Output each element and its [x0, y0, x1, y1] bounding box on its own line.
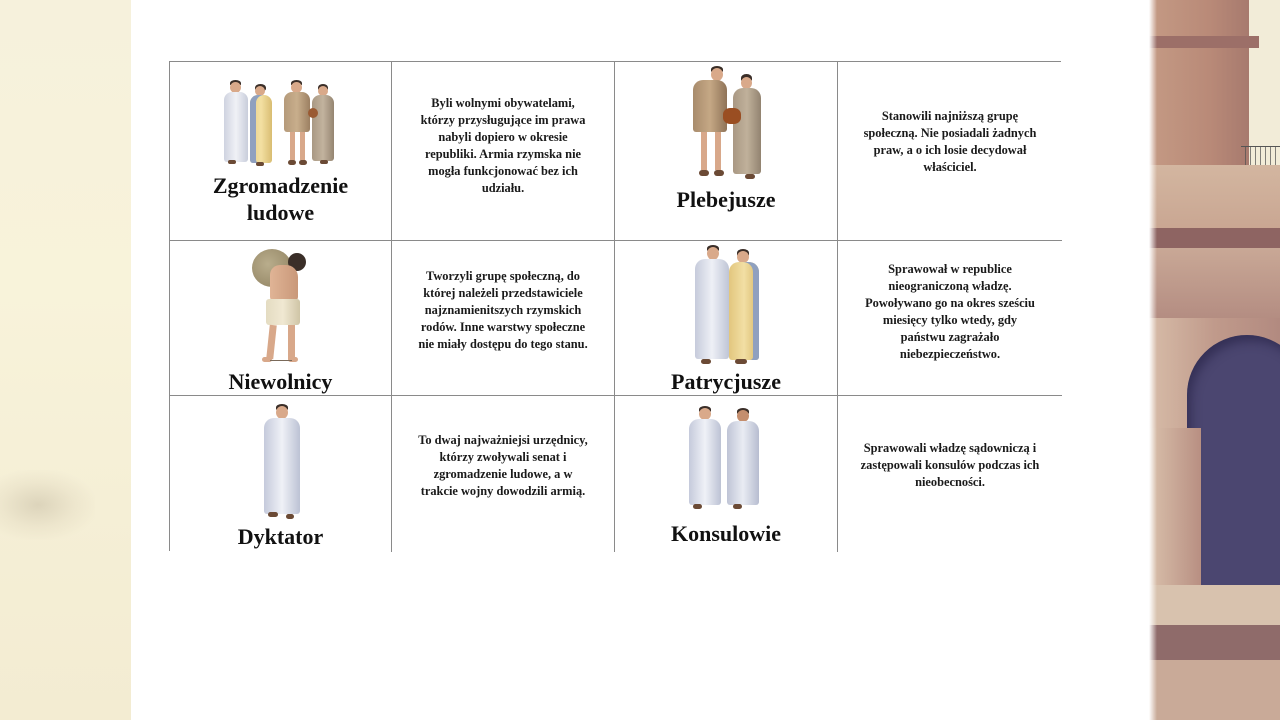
text-line: zgromadzenie ludowe, a w — [433, 467, 573, 481]
cell-description-citizens — [392, 62, 615, 241]
text-line: nabyli dopiero w okresie — [438, 130, 568, 144]
background-left-parchment — [0, 0, 131, 720]
roman-society-table — [169, 61, 1061, 551]
text-line: praw, a o ich losie decydował — [873, 143, 1027, 157]
text-line: Sprawowali władzę sądowniczą i — [863, 441, 1037, 455]
description-text — [864, 108, 1037, 176]
figure-label — [170, 368, 391, 395]
background-colosseum-photo — [1149, 0, 1280, 720]
cell-niewolnicy — [170, 241, 392, 396]
text-line: udziału. — [481, 181, 525, 195]
colosseum-base — [1149, 660, 1280, 720]
figure-label — [615, 520, 837, 547]
cell-description-consuls — [392, 396, 615, 552]
sky-area — [1244, 0, 1280, 170]
colosseum-upper-pillar — [1149, 0, 1249, 170]
figure-label — [615, 368, 837, 395]
colosseum-lower-band — [1149, 625, 1280, 660]
label-line: Konsulowie — [670, 521, 782, 546]
two-consuls-in-togas-illustration — [687, 406, 763, 510]
slave-carrying-sack-illustration — [248, 247, 320, 365]
text-line: którzy zwoływali senat i — [439, 450, 567, 464]
text-line: Powoływano go na okres sześciu — [865, 296, 1035, 310]
text-line: Sprawował w republice — [888, 262, 1012, 276]
text-line: państwu zagrażało — [900, 330, 1000, 344]
figure-label — [615, 186, 837, 213]
text-line: rodów. Inne warstwy społeczne — [420, 320, 586, 334]
cell-dyktator — [170, 396, 392, 552]
text-line: miesięcy tylko wtedy, gdy — [882, 313, 1018, 327]
label-line: Niewolnicy — [228, 369, 333, 394]
colosseum-cornice — [1149, 36, 1259, 48]
colosseum-band — [1149, 228, 1280, 248]
text-line: najznamienitszych rzymskich — [424, 303, 582, 317]
label-line: Patrycjusze — [671, 369, 781, 394]
description-text — [865, 261, 1035, 363]
text-line: nieograniczoną władzę. — [888, 279, 1012, 293]
text-line: zastępowali konsulów podczas ich — [860, 458, 1040, 472]
text-line: nie miały dostępu do tego stanu. — [418, 337, 588, 351]
text-line: Tworzyli grupę społeczną, do — [426, 269, 580, 283]
description-text — [418, 268, 587, 353]
text-line: której należeli przedstawiciele — [423, 286, 583, 300]
text-line: którzy przysługujące im prawa — [420, 113, 586, 127]
label-line: ludowe — [246, 200, 315, 225]
cell-description-dictator — [838, 241, 1062, 396]
figure-label — [170, 523, 391, 550]
cell-description-slaves — [838, 62, 1062, 241]
text-line: Stanowili najniższą grupę — [881, 109, 1019, 123]
cell-patrycjusze — [615, 241, 838, 396]
cell-plebejusze — [615, 62, 838, 241]
plebeian-couple-illustration — [689, 66, 763, 180]
patrician-couple-illustration — [693, 245, 761, 367]
text-line: To dwaj najważniejsi urzędnicy, — [418, 433, 588, 447]
cell-konsulowie — [615, 396, 838, 552]
text-line: niebezpieczeństwo. — [899, 347, 1001, 361]
background-cloud-smudge — [0, 470, 95, 540]
label-line: Dyktator — [237, 524, 324, 549]
text-line: właściciel. — [923, 160, 977, 174]
colosseum-lower-ledge — [1149, 585, 1280, 625]
text-line: trakcie wojny dowodzili armią. — [420, 484, 586, 498]
description-text — [861, 440, 1040, 491]
figure-label — [170, 172, 391, 226]
text-line: nieobecności. — [915, 475, 985, 489]
cell-description-praetors — [838, 396, 1062, 552]
colosseum-railing — [1241, 146, 1280, 166]
colosseum-frieze — [1149, 248, 1280, 318]
text-line: mogła funkcjonować bez ich — [428, 164, 578, 178]
text-line: republiki. Armia rzymska nie — [424, 147, 582, 161]
label-line: Plebejusze — [676, 187, 776, 212]
text-line: społeczną. Nie posiadali żadnych — [863, 126, 1037, 140]
description-text — [418, 432, 588, 500]
description-text — [421, 95, 586, 197]
dictator-in-toga-illustration — [260, 404, 304, 518]
label-line: Zgromadzenie — [212, 173, 349, 198]
cell-description-patricians — [392, 241, 615, 396]
cell-zgromadzenie-ludowe — [170, 62, 392, 241]
colosseum-ledge — [1149, 165, 1280, 230]
text-line: Byli wolnymi obywatelami, — [431, 96, 575, 110]
photo-fade-edge — [1149, 0, 1157, 720]
roman-citizens-group-illustration — [222, 80, 338, 168]
